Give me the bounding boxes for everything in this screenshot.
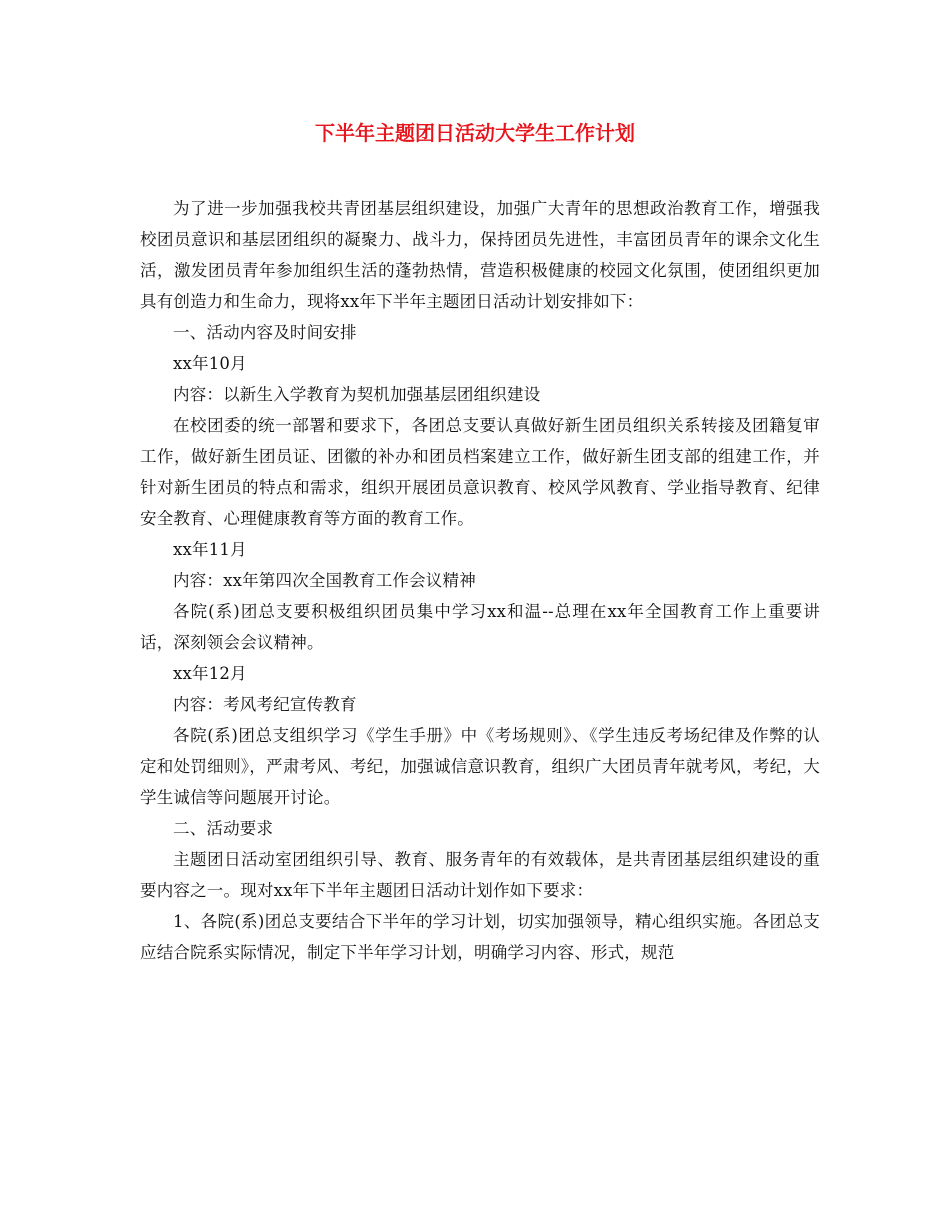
month-heading-october: xx年10月 [173,354,247,373]
month-heading-december: xx年12月 [173,664,247,683]
intro-paragraph: 为了进一步加强我校共青团基层组织建设，加强广大青年的思想政治教育工作，增强我校团员意识和基层团组织的凝聚力、战斗力，保持团员先进性，丰富团员青年的课余文化生活，激发团员青年参加组织生活的蓬勃热情，营造积极健康的校园文化氛围，使团组织更加具有创造力和生命力，现将xx年下半年主题团日活动计划安排如下： [140,199,820,311]
section-heading-schedule: 一、活动内容及时间安排 [173,323,357,342]
content-line-november: 内容：xx年第四次全国教育工作会议精神 [173,571,476,590]
section-heading-requirements: 二、活动要求 [173,819,274,838]
requirement-item-1: 1、各院(系)团总支要结合下半年的学习计划，切实加强领导，精心组织实施。各团总支应结合院系实际情况，制定下半年学习计划，明确学习内容、形式，规范 [140,912,820,962]
body-paragraph-december: 各院(系)团总支组织学习《学生手册》中《考场规则》、《学生违反考场纪律及作弊的认定和处罚细则》，严肃考风、考纪，加强诚信意识教育，组织广大团员青年就考风，考纪，大学生诚信等问题展开讨论。 [140,726,820,807]
body-paragraph-november: 各院(系)团总支要积极组织团员集中学习xx和温--总理在xx年全国教育工作上重要讲话，深刻领会会议精神。 [140,602,820,652]
content-line-december: 内容：考风考纪宣传教育 [173,695,357,714]
body-paragraph-october: 在校团委的统一部署和要求下，各团总支要认真做好新生团员组织关系转接及团籍复审工作，做好新生团员证、团徽的补办和团员档案建立工作，做好新生团支部的组建工作，并针对新生团员的特点和需求，组织开展团员意识教育、校风学风教育、学业指导教育、纪律安全教育、心理健康教育等方面的教育工作。 [140,416,820,528]
body-paragraph-requirements: 主题团日活动室团组织引导、教育、服务青年的有效载体，是共青团基层组织建设的重要内容之一。现对xx年下半年主题团日活动计划作如下要求： [140,850,820,900]
content-line-october: 内容：以新生入学教育为契机加强基层团组织建设 [173,385,541,404]
month-heading-november: xx年11月 [173,540,247,559]
document-title: 下半年主题团日活动大学生工作计划 [315,121,635,145]
document-body [140,193,820,968]
